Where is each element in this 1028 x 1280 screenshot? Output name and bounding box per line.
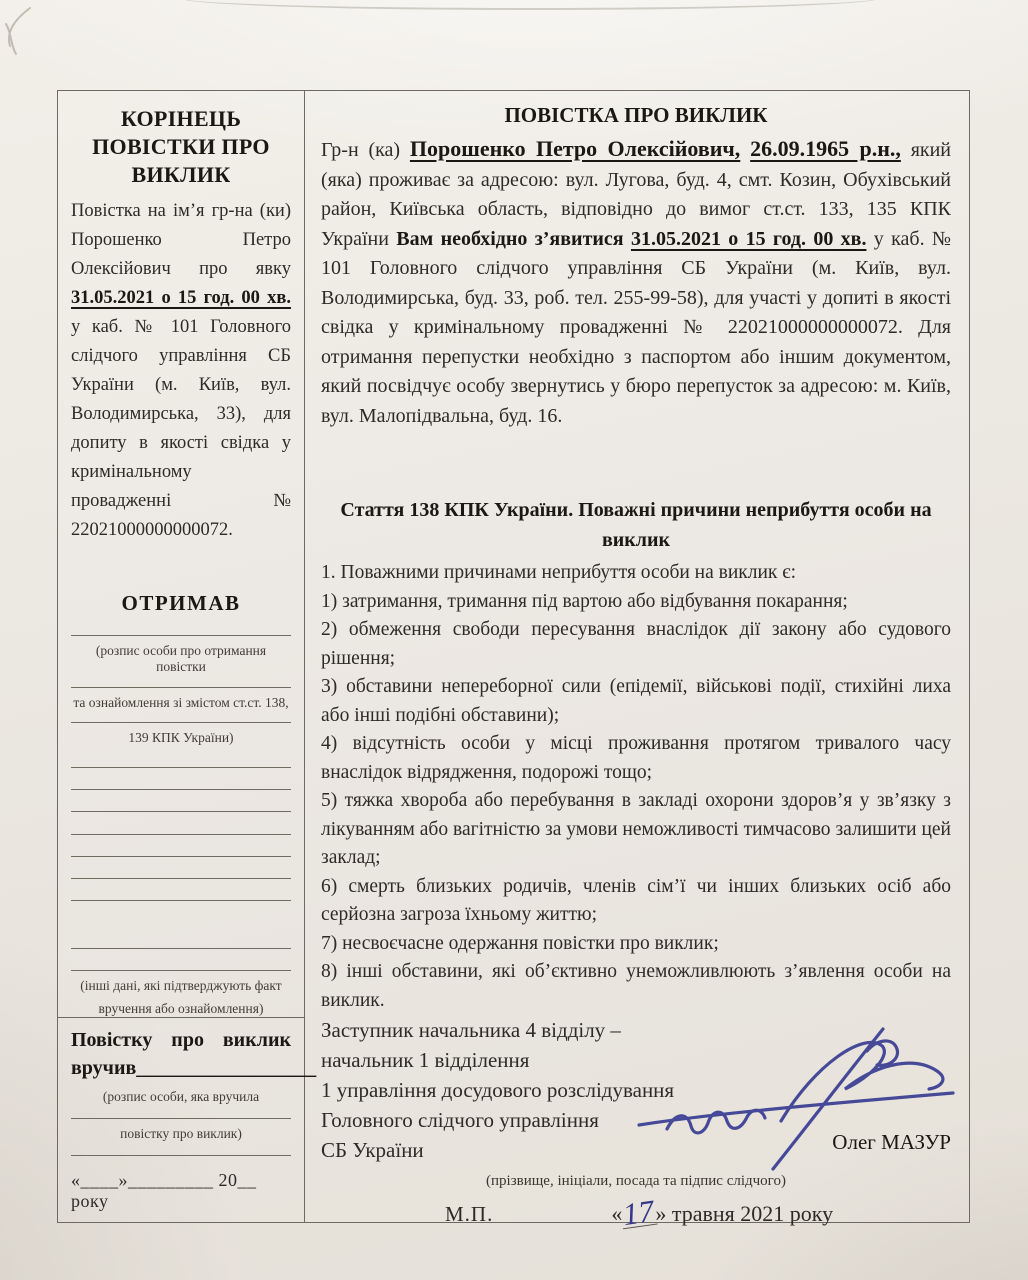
article-item: 6) смерть близьких родичів, членів сім’ї чи інших близьких осіб або серйозна загроза їхньому життю; (321, 875, 951, 925)
blank-line (71, 927, 291, 949)
article-138-heading: Стаття 138 КПК України. Поважні причини неприбуття особи на виклик (340, 499, 932, 551)
stub-date-blank: «____»_________ 20__ року (71, 1170, 257, 1212)
appear-datetime: 31.05.2021 о 15 год. 00 хв. (630, 227, 867, 250)
received-heading: ОТРИМАВ (121, 591, 241, 615)
date-rest: » травня 2021 року (655, 1201, 834, 1226)
article-138-list (321, 559, 951, 1015)
stub-body: у каб. № 101 Головного слідчого управління СБ України (м. Київ, вул. Володимирська, 33), для допиту в якості свідка у кримінальному провадженні (71, 317, 291, 511)
summons-title: ПОВІСТКА ПРО ВИКЛИК (504, 103, 768, 127)
investigator-title-line: Заступник начальника 4 відділу – (321, 1018, 621, 1042)
blank-line (71, 768, 291, 790)
signing-date (611, 1193, 834, 1232)
investigator-name: Олег МАЗУР (832, 1130, 951, 1154)
citizen-label: Гр-н (ка) (321, 139, 410, 161)
blank-line (71, 949, 291, 971)
blank-line (71, 879, 291, 901)
seal-date-row (321, 1193, 951, 1232)
article-item: 3) обставини непереборної сили (епідемії, військові події, стихійні лиха або інші подібні обставини); (321, 676, 951, 726)
stub-column (58, 91, 317, 1222)
blank-line (71, 746, 291, 768)
investigator-title-line: начальник 1 відділення (321, 1048, 530, 1072)
received-caption-2: та ознайомлення зі змістом ст.ст. 138, (73, 694, 289, 710)
signature-caption: (прізвище, ініціали, посада та підпис слідчого) (486, 1173, 786, 1189)
blank-line (71, 835, 291, 857)
signature-line (71, 711, 291, 723)
date-open-quote: « (611, 1201, 623, 1226)
delivered-label: Повістку про виклик вручив__________________ (71, 1029, 317, 1080)
investigator-title-line: СБ України (321, 1138, 424, 1162)
other-data-caption-1: (інші дані, які підтверджують факт (80, 978, 282, 994)
handwritten-day: 17 (620, 1193, 657, 1232)
delivered-caption-2: повістку про виклик) (120, 1126, 242, 1142)
delivered-caption-1: (розпис особи, яка вручила (102, 1089, 260, 1105)
article-item: 7) несвоєчасне одержання повістки про виклик; (321, 932, 719, 954)
investigator-title-line: Головного слідчого управління (321, 1108, 599, 1132)
summons-paragraph (321, 134, 951, 431)
summons-column (305, 91, 969, 1232)
received-caption-3: 139 КПК України) (128, 730, 234, 746)
seal-placeholder: М.П. (445, 1202, 494, 1226)
other-data-caption-2: вручення або ознайомлення) (98, 1001, 264, 1017)
blank-line (71, 857, 291, 879)
blank-line (71, 812, 291, 834)
person-name: Порошенко Петро Олексійович, (409, 136, 741, 161)
article-item: 2) обмеження свободи пересування внаслідок дії закону або судового рішення; (321, 619, 951, 669)
stub-title: КОРІНЕЦЬ ПОВІСТКИ ПРО ВИКЛИК (92, 106, 270, 187)
signature-line (71, 675, 291, 687)
stub-paragraph (71, 197, 291, 545)
article-item: 5) тяжка хвороба або перебування в закладі охорони здоров’я у зв’язку з лікуванням або вагітністю за умови неможливості тимчасово залишити цей заклад; (321, 790, 951, 868)
received-caption-1: (розпис особи про отримання повістки (95, 643, 267, 675)
address-text: який (яка) проживає за адресою: вул. Лугова, буд. 4, смт. Козин, Обухівський район, Київська область, відповідно до вимог ст.ст. 133, 135 КПК України (321, 139, 952, 250)
birth-date: 26.09.1965 р.н., (750, 136, 901, 161)
article-item: 4) відсутність особи у місці проживання протягом тривалого часу внаслідок відрядження, подорожі тощо; (321, 733, 951, 783)
article-intro: 1. Поважними причинами неприбуття особи на виклик є: (321, 562, 797, 583)
stub-datetime: 31.05.2021 о 15 год. 00 хв. (71, 288, 291, 308)
signature-line (71, 616, 291, 636)
must-appear-text: Вам необхідно з’явитися (396, 227, 631, 250)
article-item: 8) інші обставини, які об’єктивно унеможливлюють з’явлення особи на виклик. (321, 961, 951, 1011)
stub-delivery-section (58, 1017, 317, 1222)
signature-line (71, 1142, 291, 1156)
blank-line (71, 790, 291, 812)
paper-edge (180, 0, 880, 10)
signature-line (71, 1105, 291, 1119)
investigator-footer (321, 1015, 951, 1232)
stub-case-number: № 22021000000000072. (71, 491, 291, 540)
summons-form (57, 90, 970, 1232)
stub-intro: Повістка на ім’я гр-на (ки) Порошенко Петро Олексійович про явку (71, 201, 291, 279)
article-item: 1) затримання, тримання під вартою або відбування покарання; (321, 590, 848, 612)
pencil-scribble (0, 6, 34, 58)
summons-details: у каб. № 101 Головного слідчого управління СБ України (м. Київ, вул. Володимирська, буд. 33, роб. тел. 255-99-58), для участі у допиті в якості свідка у кримінальному провадженні № 22021000000000072. Для отримання перепустки необхідно з паспортом або іншим документом, який посвідчує особу звернутись у бюро перепусток за адресою: м. Київ, вул. Малопідвальна, буд. 16. (321, 227, 951, 427)
investigator-title-line: 1 управління досудового розслідування (321, 1078, 675, 1102)
